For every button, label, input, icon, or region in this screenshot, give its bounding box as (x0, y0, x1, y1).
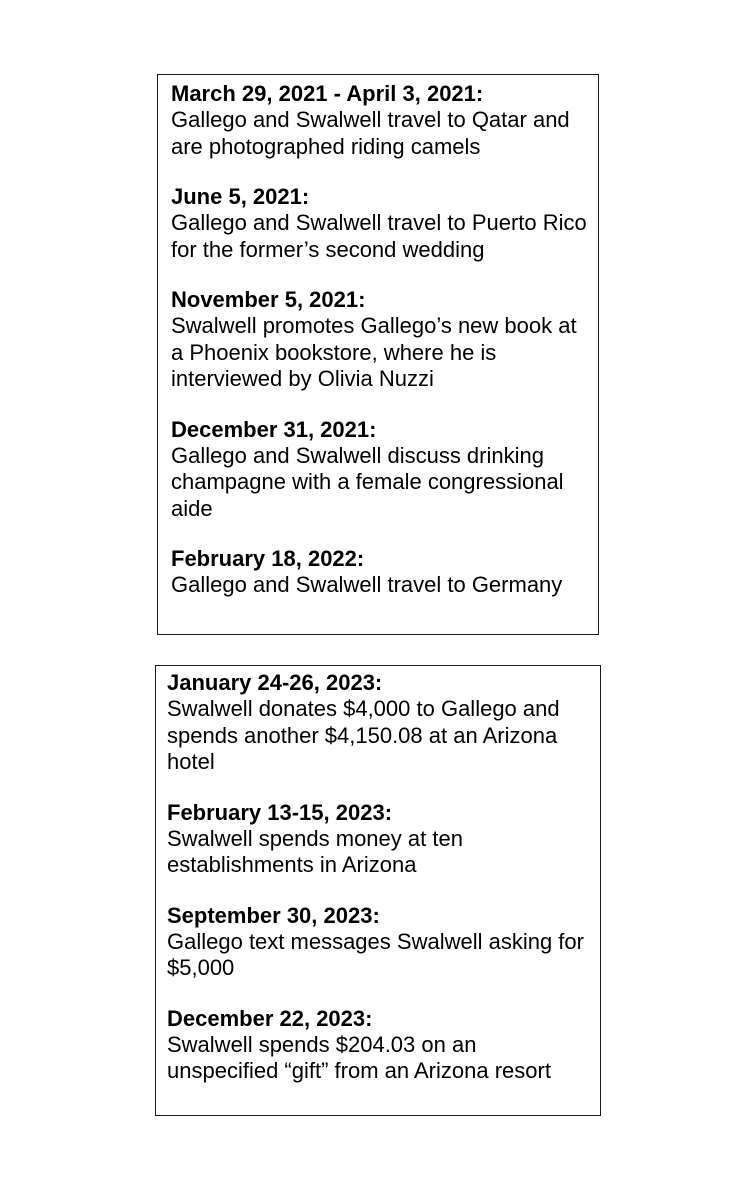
entry-description: Swalwell donates $4,000 to Gallego and spends another $4,150.08 at an Arizona hotel (167, 696, 560, 774)
timeline-entry (167, 800, 592, 879)
timeline-entry (171, 287, 588, 393)
timeline-entry (171, 184, 588, 263)
entry-description: Gallego text messages Swalwell asking for $5,000 (167, 928, 584, 980)
entry-description: Gallego and Swalwell travel to Puerto Rico for the former’s second wedding (171, 210, 587, 262)
entry-description: Swalwell spends money at ten establishments in Arizona (167, 825, 463, 877)
entry-date: November 5, 2021: (171, 287, 366, 312)
timeline-entry (171, 546, 588, 599)
entry-date: September 30, 2023: (167, 902, 380, 928)
timeline-entry (171, 417, 588, 523)
entry-description: Gallego and Swalwell travel to Germany (171, 572, 563, 597)
timeline-box-2021-2022 (157, 74, 599, 635)
timeline-entry (167, 903, 592, 982)
entry-description: Gallego and Swalwell discuss drinking champagne with a female congressional aide (171, 442, 564, 521)
entry-date: January 24-26, 2023: (167, 670, 383, 695)
entry-date: December 22, 2023: (167, 1005, 373, 1031)
entry-date: December 31, 2021: (171, 416, 377, 442)
timeline-entry (167, 1006, 592, 1085)
entry-description: Swalwell promotes Gallego’s new book at a Phoenix bookstore, where he is interviewed by Olivia Nuzzi (171, 313, 577, 391)
entry-date: February 13-15, 2023: (167, 799, 393, 825)
timeline-entry (167, 670, 592, 776)
timeline-entry (171, 81, 588, 160)
entry-date: February 18, 2022: (171, 546, 365, 571)
timeline-box-2023 (155, 665, 601, 1116)
entry-date: March 29, 2021 - April 3, 2021: (171, 81, 484, 106)
entry-description: Swalwell spends $204.03 on an unspecified “gift” from an Arizona resort (167, 1031, 551, 1083)
entry-date: June 5, 2021: (171, 184, 310, 209)
entry-description: Gallego and Swalwell travel to Qatar and are photographed riding camels (171, 107, 570, 159)
